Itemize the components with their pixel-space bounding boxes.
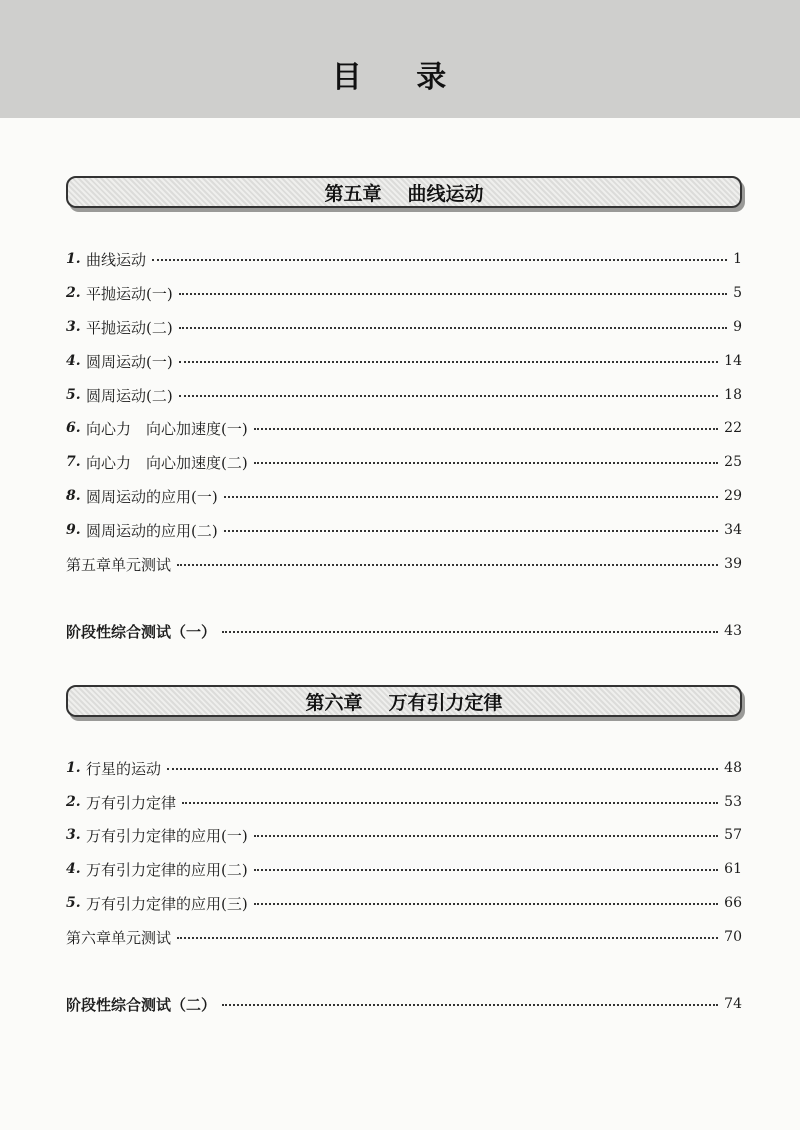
entry-number: 1. (66, 760, 81, 776)
toc-stage-test[interactable] (66, 991, 742, 1017)
toc-entry[interactable] (66, 822, 742, 848)
entry-number: 1. (66, 251, 81, 267)
toc-entry[interactable] (66, 789, 742, 815)
entry-number: 4. (66, 353, 81, 369)
dot-leader (254, 428, 718, 430)
entry-label: 万有引力定律 (86, 793, 177, 812)
entry-page: 18 (724, 387, 742, 403)
chapter-name: 曲线运动 (407, 182, 484, 205)
entry-label: 万有引力定律的应用(二) (86, 860, 248, 879)
entry-label: 平抛运动(二) (86, 318, 173, 337)
entry-label: 向心力 向心加速度(一) (86, 419, 248, 438)
entry-label: 万有引力定律的应用(三) (86, 894, 248, 913)
dot-leader (179, 327, 727, 329)
toc-entry[interactable] (66, 755, 742, 781)
dot-leader (182, 802, 718, 804)
entry-page: 9 (733, 319, 742, 335)
entry-page: 1 (733, 251, 742, 267)
toc-entry[interactable] (66, 348, 742, 374)
toc-entry[interactable] (66, 246, 742, 272)
entry-page: 53 (724, 794, 742, 810)
toc-entry[interactable] (66, 280, 742, 306)
entry-label: 行星的运动 (86, 759, 162, 778)
dot-leader (254, 869, 718, 871)
entry-label: 阶段性综合测试（一） (66, 622, 217, 641)
entry-label: 阶段性综合测试（二） (66, 995, 217, 1014)
dot-leader (179, 361, 718, 363)
entry-number: 9. (66, 522, 81, 538)
entry-page: 70 (724, 929, 742, 945)
dot-leader (167, 768, 718, 770)
dot-leader (224, 496, 718, 498)
entry-number: 2. (66, 794, 81, 810)
entry-label: 圆周运动的应用(二) (86, 521, 218, 540)
entry-number: 6. (66, 420, 81, 436)
dot-leader (222, 1004, 718, 1006)
entry-number: 7. (66, 454, 81, 470)
entry-page: 14 (724, 353, 742, 369)
page-title: 目 录 (331, 60, 469, 95)
entry-number: 3. (66, 319, 81, 335)
toc-entry[interactable] (66, 314, 742, 340)
chapter-heading-5 (66, 176, 742, 208)
entry-page: 66 (724, 895, 742, 911)
toc-unit-test[interactable] (66, 924, 742, 950)
toc-entry[interactable] (66, 856, 742, 882)
entry-page: 34 (724, 522, 742, 538)
dot-leader (179, 293, 727, 295)
entry-page: 29 (724, 488, 742, 504)
entry-page: 43 (724, 623, 742, 639)
entry-number: 4. (66, 861, 81, 877)
entry-number: 2. (66, 285, 81, 301)
entry-page: 25 (724, 454, 742, 470)
entry-label: 平抛运动(一) (86, 284, 173, 303)
entry-label: 第六章单元测试 (66, 928, 172, 947)
entry-label: 第五章单元测试 (66, 555, 172, 574)
toc-entry[interactable] (66, 483, 742, 509)
chapter-heading-6 (66, 685, 742, 717)
toc-entry[interactable] (66, 449, 742, 475)
entry-number: 3. (66, 827, 81, 843)
entry-label: 圆周运动(二) (86, 386, 173, 405)
toc-entry[interactable] (66, 415, 742, 441)
dot-leader (224, 530, 718, 532)
entry-number: 5. (66, 895, 81, 911)
toc-unit-test[interactable] (66, 551, 742, 577)
entry-label: 曲线运动 (86, 250, 147, 269)
entry-page: 48 (724, 760, 742, 776)
dot-leader (254, 903, 718, 905)
toc-stage-test[interactable] (66, 618, 742, 644)
dot-leader (254, 462, 718, 464)
entry-label: 圆周运动(一) (86, 352, 173, 371)
dot-leader (177, 937, 718, 939)
chapter-number: 第五章 (324, 182, 382, 205)
entry-page: 39 (724, 556, 742, 572)
entry-label: 向心力 向心加速度(二) (86, 453, 248, 472)
entry-page: 22 (724, 420, 742, 436)
toc-entry[interactable] (66, 890, 742, 916)
chapter-name: 万有引力定律 (388, 691, 503, 714)
entry-number: 8. (66, 488, 81, 504)
toc-entry[interactable] (66, 517, 742, 543)
toc-entry[interactable] (66, 382, 742, 408)
entry-page: 61 (724, 861, 742, 877)
entry-label: 万有引力定律的应用(一) (86, 826, 248, 845)
dot-leader (179, 395, 718, 397)
entry-page: 5 (733, 285, 742, 301)
chapter-number: 第六章 (305, 691, 363, 714)
entry-page: 74 (724, 996, 742, 1012)
entry-number: 5. (66, 387, 81, 403)
dot-leader (177, 564, 718, 566)
dot-leader (222, 631, 718, 633)
entry-page: 57 (724, 827, 742, 843)
dot-leader (254, 835, 718, 837)
entry-label: 圆周运动的应用(一) (86, 487, 218, 506)
dot-leader (152, 259, 727, 261)
